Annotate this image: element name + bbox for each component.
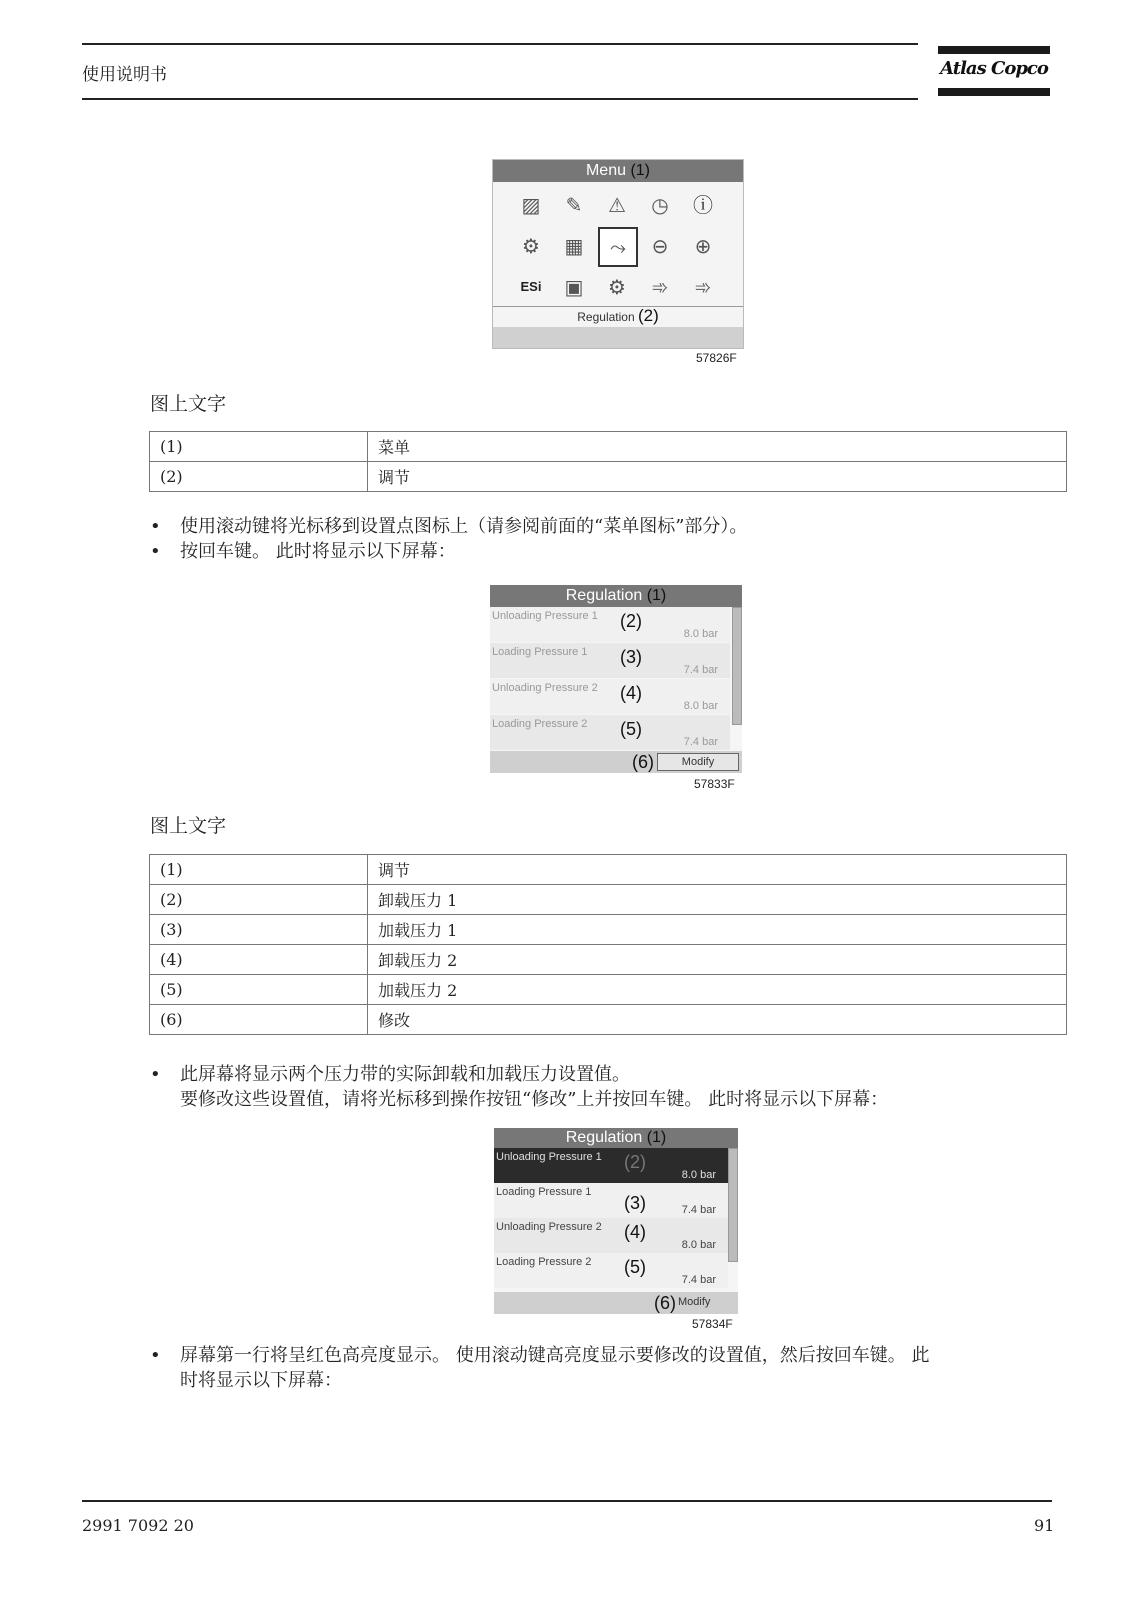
table-row [150,915,1067,945]
disconnect-icon: ➾ [694,275,712,299]
service-icon: ⚙ [522,234,540,258]
list-item [490,607,730,642]
figure-id-1: 57826F [696,351,737,365]
legend-key: (2) [150,885,368,915]
row-value: 8.0 bar [681,1169,716,1181]
legend-caption-1: 图上文字 [150,393,227,415]
legend-value: 菜单 [368,432,1067,462]
button-bar [490,751,742,773]
warning-icon: ⚠ [608,193,626,217]
row-value: 8.0 bar [683,700,718,712]
chart-icon: ▨ [521,193,541,217]
bullet-text: 按回车键。 此时将显示以下屏幕： [180,541,456,562]
regulation-screen-1-title-callout: (1) [646,587,667,604]
row-value: 8.0 bar [683,628,718,640]
row-callout: (5) [620,719,642,739]
header-title: 使用说明书 [82,65,167,85]
header-bottom-rule [82,98,918,100]
legend-key: (1) [150,432,368,462]
row-label: Unloading Pressure 1 [496,1151,602,1163]
info-icon: ⓘ [693,193,713,217]
regulation-screen-2 [494,1128,738,1314]
row-callout: (4) [620,683,642,703]
list-item [494,1253,728,1288]
modify-callout: (6) [654,1293,676,1313]
legend-value: 加载压力 1 [368,915,1067,945]
menu-selected-label: Regulation [577,310,635,324]
row-label: Loading Pressure 2 [496,1256,592,1268]
table-row [150,855,1067,885]
footer-doc-number: 2991 7092 20 [82,1516,194,1535]
legend-key: (6) [150,1005,368,1035]
legend-key: (5) [150,975,368,1005]
menu-title-callout: (1) [630,162,651,179]
modify-button[interactable]: Modify [678,1296,711,1308]
row-callout: (3) [620,647,642,667]
legend-key: (2) [150,462,368,492]
modify-button[interactable]: Modify [657,753,739,771]
legend-value: 卸载压力 2 [368,945,1067,975]
legend-key: (4) [150,945,368,975]
menu-selected-row [493,306,743,326]
menu-bottom-bar [493,327,743,348]
wrench-icon: ✎ [565,193,583,217]
legend-value: 修改 [368,1005,1067,1035]
row-callout: (2) [620,611,642,631]
esi-icon: ESi [520,279,542,294]
save-icon: ▣ [564,275,584,299]
legend-key: (1) [150,855,368,885]
list-item [494,1218,728,1253]
row-label: Unloading Pressure 2 [492,682,598,694]
menu-screen-title-bar [493,160,743,182]
row-value: 7.4 bar [683,736,718,748]
row-value: 8.0 bar [681,1239,716,1251]
row-label: Loading Pressure 1 [492,646,588,658]
counter-icon: ▦ [564,234,584,258]
menu-screen [492,159,744,349]
row-callout: (5) [624,1257,646,1277]
regulation-icon: ⤳ [598,227,638,267]
regulation-screen-1-title-bar [490,585,742,607]
bullet-text: 使用滚动键将光标移到设置点图标上（请参阅前面的“菜单图标”部分）。 [180,516,748,537]
row-label: Loading Pressure 1 [496,1186,592,1198]
row-value: 7.4 bar [681,1204,716,1216]
forward-icon: ⊕ [694,234,712,258]
regulation-screen-2-title-callout: (1) [646,1129,667,1146]
scrollbar[interactable] [728,1148,738,1262]
regulation-screen-1-title: Regulation [565,587,643,604]
table-row [150,432,1067,462]
row-label: Unloading Pressure 2 [496,1221,602,1233]
footer-page-number: 91 [1034,1516,1055,1535]
menu-screen-title: Menu [585,162,626,179]
legend-table-1 [149,431,1067,492]
row-value: 7.4 bar [681,1274,716,1286]
list-item [490,715,730,750]
list-item [494,1183,728,1218]
bullet-text: 屏幕第一行将呈红色高亮度显示。 使用滚动键高亮度显示要修改的设置值，然后按回车键。 此 [180,1345,930,1366]
figure-id-2: 57833F [694,777,735,791]
regulation-screen-2-title-bar [494,1128,738,1148]
list-item-highlighted [494,1148,728,1183]
legend-value: 调节 [368,855,1067,885]
row-value: 7.4 bar [683,664,718,676]
row-callout: (3) [624,1193,646,1213]
footer-rule [82,1500,1052,1502]
regulation-screen-2-title: Regulation [565,1129,643,1146]
legend-caption-2: 图上文字 [150,815,227,837]
modify-callout: (6) [632,752,654,772]
table-row [150,945,1067,975]
header-top-rule [82,43,918,45]
row-label: Loading Pressure 2 [492,718,588,730]
brand-logo [938,46,1050,100]
bullet-text: 时将显示以下屏幕： [180,1370,342,1391]
button-bar [494,1292,738,1314]
bullet-text: 此屏幕将显示两个压力带的实际卸载和加载压力设置值。 [180,1064,630,1085]
table-row [150,975,1067,1005]
clock-icon: ◷ [651,193,669,217]
table-row [150,1005,1067,1035]
connect-icon: ➾ [651,275,669,299]
scrollbar[interactable] [732,607,742,725]
figure-id-3: 57834F [692,1317,733,1331]
legend-value: 调节 [368,462,1067,492]
row-callout: (4) [624,1222,646,1242]
bullet-text: 要修改这些设置值，请将光标移到操作按钮“修改”上并按回车键。 此时将显示以下屏幕： [180,1089,889,1110]
brand-logo-text: Atlas Copco [940,58,1048,79]
legend-key: (3) [150,915,368,945]
row-callout: (2) [624,1152,646,1172]
back-icon: ⊖ [651,234,669,258]
table-row [150,885,1067,915]
regulation-screen-1 [490,585,742,773]
row-label: Unloading Pressure 1 [492,610,598,622]
legend-value: 卸载压力 1 [368,885,1067,915]
list-item [490,643,730,678]
settings-icon: ⚙ [608,275,626,299]
legend-value: 加载压力 2 [368,975,1067,1005]
table-row [150,462,1067,492]
list-item [490,679,730,714]
menu-selected-callout: (2) [637,306,659,325]
legend-table-2 [149,854,1067,1035]
